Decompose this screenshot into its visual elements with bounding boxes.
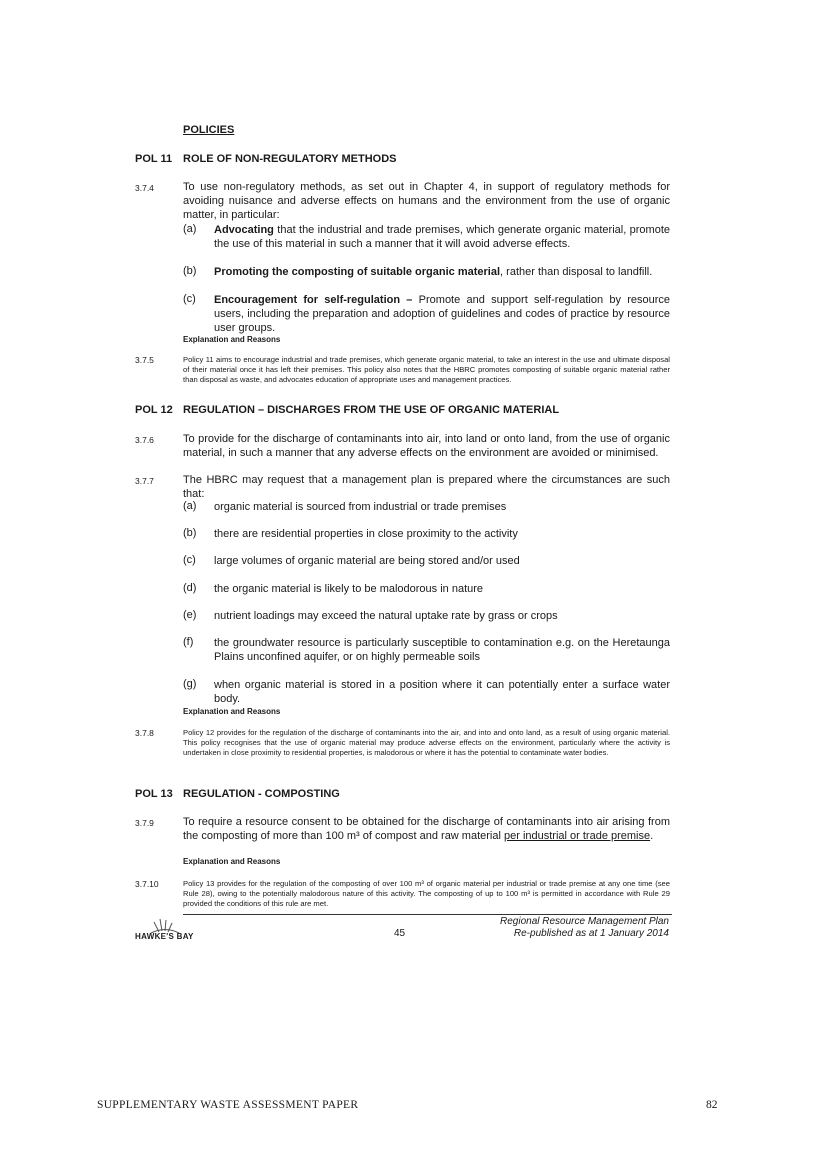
paragraph-number: 3.7.6 (135, 435, 154, 445)
paragraph-number: 3.7.7 (135, 476, 154, 486)
paragraph: The HBRC may request that a management plan is prepared where the circumstances are such that: (183, 474, 670, 500)
list-item (214, 223, 670, 251)
logo-text: HAWKE'S BAY (135, 932, 194, 941)
list-item: when organic material is stored in a position where it can potentially enter a surface water body. (214, 679, 670, 705)
page-number: 45 (394, 928, 406, 939)
explanation-text: Policy 13 provides for the regulation of the composting of over 100 m³ of organic material per industrial or trade premise at any one time (see Rule 28), owing to the potentially malodorous nature of this activity. The composting of up to 100 m³ is permitted in accordance with Rule 29 provided the conditions of this rule are met. (183, 879, 670, 908)
paragraph-end: . (650, 830, 654, 842)
list-item: there are residential properties in close proximity to the activity (214, 528, 518, 540)
list-label: (b) (183, 265, 197, 277)
paragraph: To provide for the discharge of contaminants into air, into land or onto land, from the use of organic material, in such a manner that any adverse effects on the environment are avoided or minimised. (183, 433, 670, 459)
list-item-text: Promote and support self-regulation by resource users, including the preparation and adoption of guidelines and codes of practice by resource user groups. (214, 294, 670, 334)
paragraph-number: 3.7.4 (135, 183, 154, 193)
policy-title: REGULATION - COMPOSTING (183, 788, 340, 800)
explanation-heading: Explanation and Reasons (183, 335, 281, 344)
list-label: (a) (183, 223, 197, 235)
list-label: (c) (183, 554, 196, 566)
list-item-text: , rather than disposal to landfill. (500, 266, 653, 278)
policy-number: POL 13 (135, 788, 173, 800)
list-item: nutrient loadings may exceed the natural uptake rate by grass or crops (214, 610, 558, 622)
plan-date: Re-published as at 1 January 2014 (513, 928, 669, 939)
paragraph-number: 3.7.10 (135, 879, 159, 889)
list-item: the organic material is likely to be malodorous in nature (214, 583, 484, 595)
underlined-text: per industrial or trade premise (504, 830, 651, 842)
list-label: (e) (183, 609, 197, 621)
explanation-text: Policy 11 aims to encourage industrial and trade premises, which generate organic material, to take an interest in the use and ultimate disposal of their material once it has left their premises. This policy also notes that the HBRC promotes composting of suitable organic material rather than disposal as waste, and advocates education of appropriate uses and management practices. (183, 355, 670, 384)
list-label: (c) (183, 293, 196, 305)
list-item-bold: Encouragement for self-regulation – (214, 294, 413, 306)
list-item: the groundwater resource is particularly susceptible to contamination e.g. on the Heretaunga Plains unconfined aquifer, or on highly permeable soils (214, 637, 670, 663)
list-label: (f) (183, 636, 194, 648)
list-label: (b) (183, 527, 197, 539)
list-item-text: that the industrial and trade premises, which generate organic material, promote the use of this material in such a manner that it will avoid adverse effects. (214, 224, 670, 250)
paragraph (183, 815, 670, 843)
paragraph-text: To require a resource consent to be obtained for the discharge of contaminants into air arising from the composting of more than 100 m³ of compost and raw material (183, 816, 670, 842)
supplementary-page-number: 82 (706, 1099, 718, 1111)
plan-title: Regional Resource Management Plan (500, 916, 669, 927)
policy-title: ROLE OF NON-REGULATORY METHODS (183, 153, 397, 165)
policy-title: REGULATION – DISCHARGES FROM THE USE OF ORGANIC MATERIAL (183, 404, 560, 416)
supplementary-title: SUPPLEMENTARY WASTE ASSESSMENT PAPER (97, 1099, 359, 1111)
section-heading: POLICIES (183, 124, 235, 136)
list-label: (d) (183, 582, 197, 594)
list-item: large volumes of organic material are being stored and/or used (214, 555, 520, 567)
explanation-text: Policy 12 provides for the regulation of the discharge of contaminants into the air, and into and onto land, as a result of using organic material. This policy recognises that the use of organic material may produce adverse effects on the environment, particularly where the activity is undertaken in close proximity to residential properties, is malodorous or where it has the potential to contaminate water bodies. (183, 728, 670, 757)
list-item-bold: Advocating (214, 224, 274, 236)
list-item-bold: Promoting the composting of suitable organic material (214, 266, 501, 278)
list-item (214, 265, 670, 279)
explanation-heading: Explanation and Reasons (183, 707, 281, 716)
paragraph: To use non-regulatory methods, as set out in Chapter 4, in support of regulatory methods for avoiding nuisance and adverse effects on humans and the environment from the use of organic matter, in particular: (183, 181, 670, 221)
policy-number: POL 11 (135, 153, 173, 165)
paragraph-number: 3.7.9 (135, 818, 154, 828)
paragraph-number: 3.7.8 (135, 728, 154, 738)
policy-number: POL 12 (135, 404, 173, 416)
list-label: (g) (183, 678, 197, 690)
footer-rule (183, 914, 672, 915)
list-item: organic material is sourced from industrial or trade premises (214, 501, 507, 513)
list-item (214, 293, 670, 335)
paragraph-number: 3.7.5 (135, 355, 154, 365)
explanation-heading: Explanation and Reasons (183, 857, 281, 866)
list-label: (a) (183, 500, 197, 512)
